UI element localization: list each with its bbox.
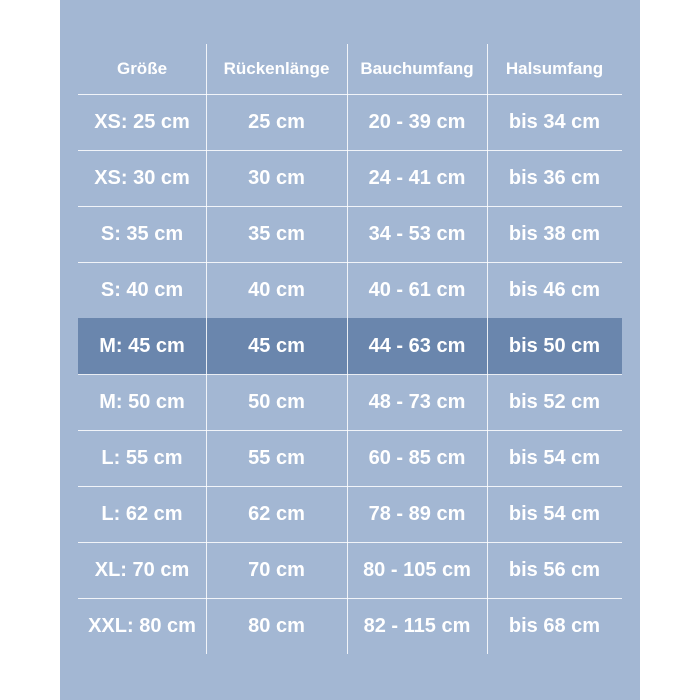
cell-belly-girth: 24 - 41 cm <box>368 166 466 189</box>
table-row <box>78 94 622 151</box>
cell-size: M: 45 cm <box>99 334 185 357</box>
cell-belly-girth: 20 - 39 cm <box>368 110 466 133</box>
cell-size: S: 35 cm <box>100 222 184 245</box>
cell-belly-girth: 40 - 61 cm <box>368 278 466 301</box>
cell-size: L: 55 cm <box>101 446 183 469</box>
cell-back-length: 55 cm <box>248 446 305 469</box>
cell-size: M: 50 cm <box>99 390 185 413</box>
header-bauchumfang: Bauchumfang <box>360 59 474 78</box>
cell-size: XS: 25 cm <box>94 110 190 133</box>
cell-neck-girth: bis 52 cm <box>508 390 601 413</box>
header-rueckenlaenge: Rückenlänge <box>223 59 330 78</box>
cell-size: S: 40 cm <box>100 278 184 301</box>
cell-neck-girth: bis 46 cm <box>508 278 601 301</box>
table-row <box>78 542 622 599</box>
cell-neck-girth: bis 50 cm <box>508 334 601 357</box>
cell-belly-girth: 78 - 89 cm <box>368 502 466 525</box>
table-row-highlighted <box>78 318 622 375</box>
table-row <box>78 150 622 207</box>
cell-neck-girth: bis 68 cm <box>508 614 601 637</box>
table-row <box>78 598 622 654</box>
column-divider <box>206 44 207 654</box>
table-header-row <box>78 44 622 95</box>
table-row <box>78 262 622 319</box>
cell-neck-girth: bis 54 cm <box>508 502 601 525</box>
table-row <box>78 486 622 543</box>
cell-belly-girth: 80 - 105 cm <box>363 558 471 581</box>
cell-belly-girth: 60 - 85 cm <box>368 446 466 469</box>
header-halsumfang: Halsumfang <box>505 59 604 78</box>
cell-back-length: 50 cm <box>248 390 305 413</box>
header-groesse: Größe <box>116 59 168 78</box>
cell-back-length: 62 cm <box>248 502 305 525</box>
cell-belly-girth: 34 - 53 cm <box>368 222 466 245</box>
cell-belly-girth: 82 - 115 cm <box>363 614 471 637</box>
cell-neck-girth: bis 54 cm <box>508 446 601 469</box>
cell-belly-girth: 44 - 63 cm <box>368 334 466 357</box>
cell-back-length: 45 cm <box>248 334 305 357</box>
cell-neck-girth: bis 36 cm <box>508 166 601 189</box>
table-row <box>78 374 622 431</box>
cell-size: L: 62 cm <box>101 502 183 525</box>
cell-back-length: 70 cm <box>248 558 305 581</box>
cell-neck-girth: bis 56 cm <box>508 558 601 581</box>
cell-back-length: 30 cm <box>248 166 305 189</box>
cell-back-length: 35 cm <box>248 222 305 245</box>
column-divider <box>487 44 488 654</box>
cell-neck-girth: bis 38 cm <box>508 222 601 245</box>
cell-back-length: 25 cm <box>248 110 305 133</box>
cell-size: XXL: 80 cm <box>88 614 196 637</box>
table-row <box>78 206 622 263</box>
cell-belly-girth: 48 - 73 cm <box>368 390 466 413</box>
cell-size: XL: 70 cm <box>94 558 190 581</box>
column-divider <box>347 44 348 654</box>
cell-size: XS: 30 cm <box>94 166 190 189</box>
cell-neck-girth: bis 34 cm <box>508 110 601 133</box>
table-row <box>78 430 622 487</box>
cell-back-length: 80 cm <box>248 614 305 637</box>
cell-back-length: 40 cm <box>248 278 305 301</box>
